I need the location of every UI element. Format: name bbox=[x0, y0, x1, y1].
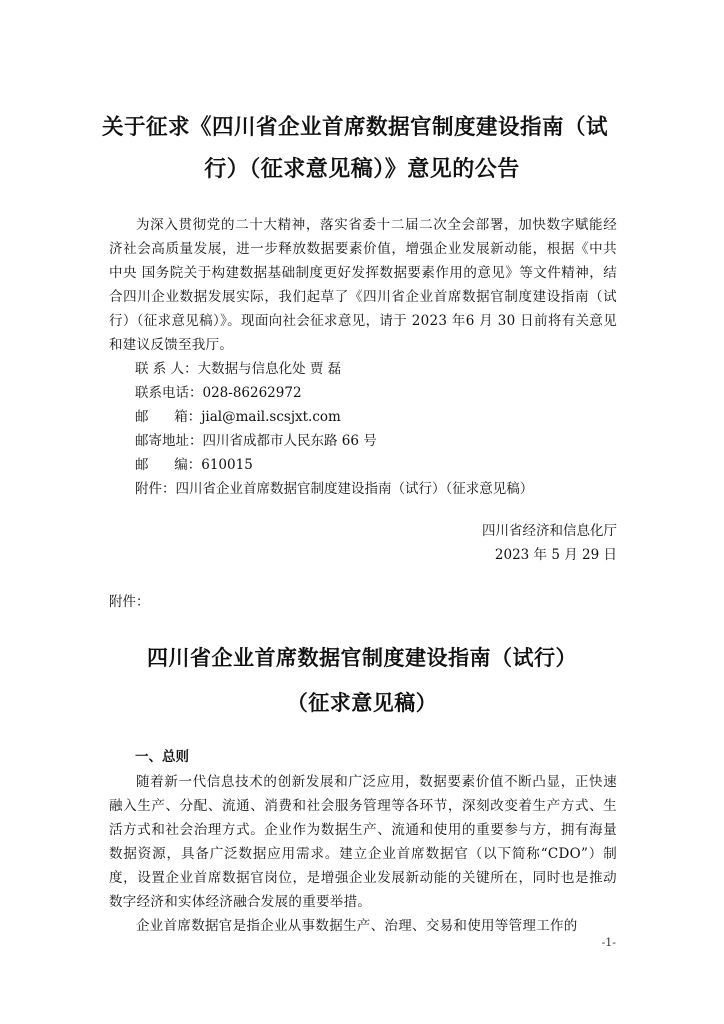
section-paragraph: 随着新一代信息技术的创新发展和广泛应用，数据要素价值不断凸显，正快速融入生产、分配、流通、消费和社会服务管理等各环节，深刻改变着生产方式、生活方式和社会治理方式。企业作为数据生产、流通和使用的重要参与方，拥有海量数据资源，具备广泛数据应用需求。建立企业首席数据官（以下简称“CDO”）制度，设置企业首席数据官岗位，是增强企业发展新动能的关键所在，同时也是推动数字经济和实体经济融合发展的重要举措。 bbox=[109, 774, 617, 910]
section-paragraph: 企业首席数据官是指企业从事数据生产、治理、交易和使用等管理工作的 bbox=[136, 918, 578, 934]
contact-value: 四川省企业首席数据官制度建设指南（试行）（征求意见稿） bbox=[175, 481, 534, 497]
announcement-intro-paragraph: 为深入贯彻党的二十大精神，落实省委十二届二次全会部署，加快数字赋能经济社会高质量发展，进一步释放数据要素价值，增强企业发展新动能，根据《中共中央 国务院关于构建数据基础制度更好发挥数据要素作用的意见》等文件精神，结合四川企业数据发展实际，我们起草了《四川省企业首席数据官制度建设指南（试行）（征求意见稿）》。现面向社会征求意见，请于 2023 年6 月 30 日前将有关意见和建议反馈至我厅。 bbox=[109, 217, 617, 353]
contact-value: 610015 bbox=[201, 457, 253, 473]
attachment-label: 附件： bbox=[109, 594, 150, 610]
contact-value: 028-86262972 bbox=[202, 385, 302, 401]
contact-label: 邮 编： bbox=[135, 457, 202, 473]
contact-person-line bbox=[135, 357, 341, 381]
signature-org: 四川省经济和信息化厅 bbox=[482, 523, 617, 539]
announcement-title-line2: 行）（征求意见稿）》意见的公告 bbox=[204, 157, 520, 182]
contact-label: 附件： bbox=[135, 481, 176, 497]
section-heading: 一、总则 bbox=[135, 749, 189, 765]
contact-label: 联系电话： bbox=[135, 385, 203, 401]
contact-phone-line bbox=[135, 381, 302, 405]
contact-attachment-line bbox=[135, 477, 533, 501]
contact-label: 邮 箱： bbox=[135, 409, 202, 425]
guide-title-line1: 四川省企业首席数据官制度建设指南（试行） bbox=[147, 646, 577, 670]
contact-postcode-line bbox=[135, 453, 253, 477]
contact-address-line bbox=[135, 429, 377, 453]
page-number: -1- bbox=[601, 936, 616, 949]
signature-date: 2023 年 5 月 29 日 bbox=[494, 547, 617, 563]
announcement-title-line1: 关于征求《四川省企业首席数据官制度建设指南（试 bbox=[102, 115, 609, 140]
contact-value: 大数据与信息化处 贾 磊 bbox=[197, 361, 342, 377]
guide-title-line2: （征求意见稿） bbox=[286, 691, 438, 715]
contact-value: 四川省成都市人民东路 66 号 bbox=[202, 433, 377, 449]
contact-label: 联 系 人： bbox=[135, 361, 198, 377]
contact-email-line bbox=[135, 405, 341, 429]
contact-label: 邮寄地址： bbox=[135, 433, 203, 449]
contact-value: jial@mail.scsjxt.com bbox=[201, 409, 341, 425]
